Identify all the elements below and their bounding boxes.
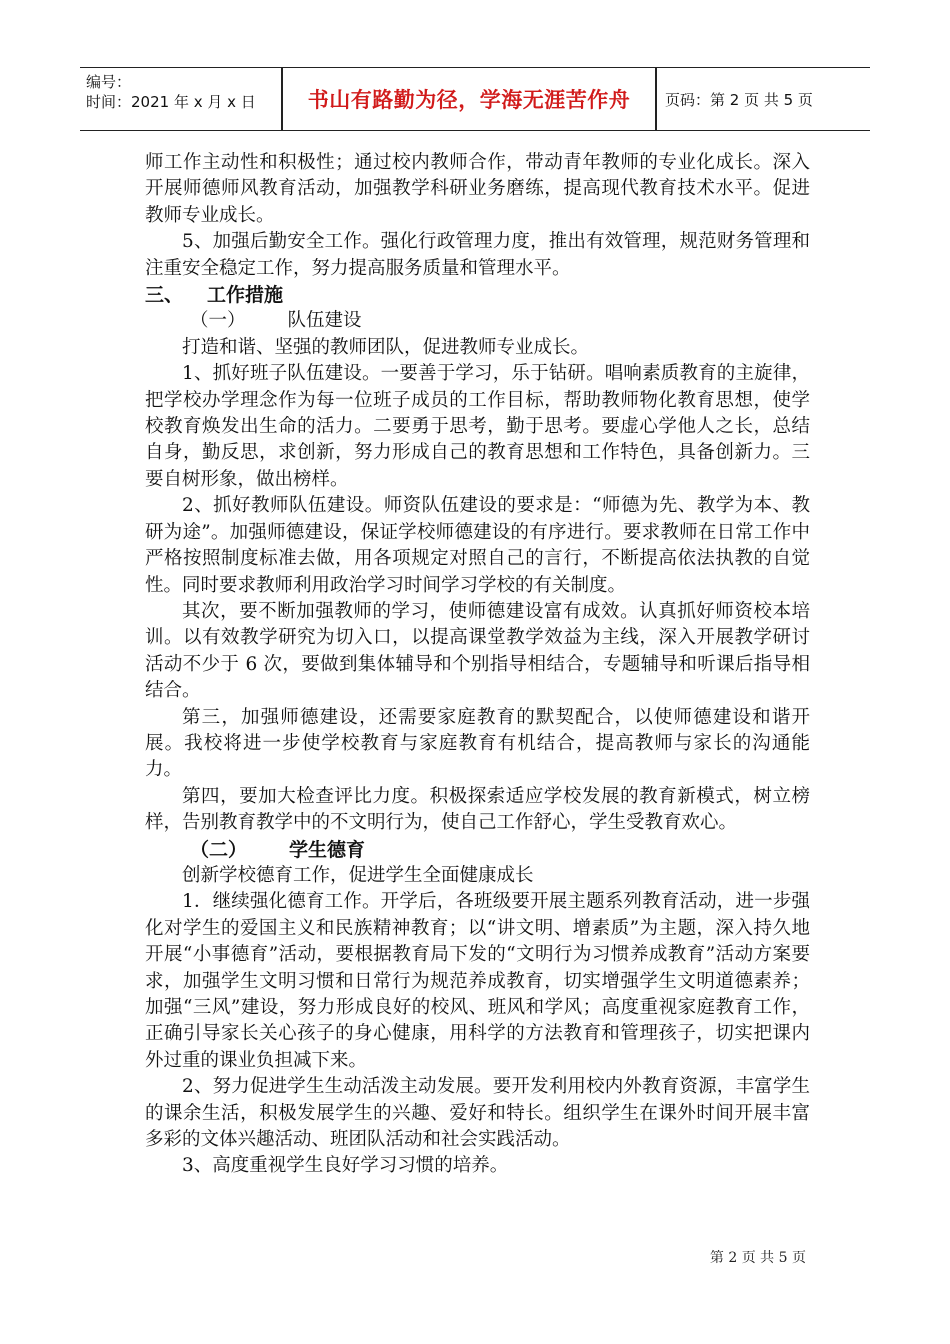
subsection-heading bbox=[145, 308, 810, 334]
paragraph: 2、抓好教师队伍建设。师资队伍建设的要求是：“师德为先、教学为本、教研为途”。加强师德建设，保证学校师德建设的有序进行。要求教师在日常工作中严格按照制度标准去做，用各项规定对照自己的言行，不断提高依法执教的自觉性。同时要求教师利用政治学习时间学习学校的有关制度。 bbox=[145, 495, 810, 596]
paragraph: 5、加强后勤安全工作。强化行政管理力度，推出有效管理，规范财务管理和注重安全稳定工作，努力提高服务质量和管理水平。 bbox=[145, 231, 810, 279]
section-title: 工作措施 bbox=[207, 284, 284, 307]
page-header-table bbox=[80, 67, 870, 131]
paragraph: 第三，加强师德建设，还需要家庭教育的默契配合，以使师德建设和谐开展。我校将进一步使学校教育与家庭教育有机结合，提高教师与家长的沟通能力。 bbox=[145, 706, 810, 781]
paragraph: 其次，要不断加强教师的学习，使师德建设富有成效。认真抓好师资校本培训。以有效教学研究为切入口，以提高课堂教学效益为主线，深入开展教学研讨活动不少于 6 次，要做到集体辅导和个别指导相结合，专题辅导和听课后指导相结合。 bbox=[145, 600, 810, 702]
paragraph: 创新学校德育工作，促进学生全面健康成长 bbox=[182, 864, 534, 886]
subsection-number: （一） bbox=[190, 310, 246, 332]
paragraph: 2、努力促进学生生动活泼主动发展。要开发利用校内外教育资源，丰富学生的课余生活，积极发展学生的兴趣、爱好和特长。组织学生在课外时间开展丰富多彩的文体兴趣活动、班团队活动和社会实践活动。 bbox=[145, 1076, 810, 1151]
subsection-heading bbox=[145, 837, 810, 863]
paragraph: 第四，要加大检查评比力度。积极探索适应学校发展的教育新模式，树立榜样，告别教育教学中的不文明行为，使自己工作舒心，学生受教育欢心。 bbox=[145, 785, 810, 834]
footer-page-number: 第 2 页 共 5 页 bbox=[709, 1250, 806, 1266]
subsection-title: 队伍建设 bbox=[287, 310, 362, 332]
header-meta bbox=[86, 72, 281, 112]
paragraph: 1、抓好班子队伍建设。一要善于学习，乐于钻研。唱响素质教育的主旋律，把学校办学理念作为每一位班子成员的工作目标，帮助教师物化教育思想，使学校教育焕发出生命的活力。二要勇于思考，勤于思考。要虚心学他人之长，总结自身，勤反思，求创新，努力形成自己的教育思想和工作特色，具备创新力。三要自树形象，做出榜样。 bbox=[145, 363, 810, 490]
subsection-title: 学生德育 bbox=[289, 838, 366, 861]
document-body bbox=[145, 150, 810, 1180]
paragraph: 1．继续强化德育工作。开学后，各班级要开展主题系列教育活动，进一步强化对学生的爱国主义和民族精神教育；以“讲文明、增素质”为主题，深入持久地开展“小事德育”活动，要根据教育局下发的“文明行为习惯养成教育”活动方案要求，加强学生文明习惯和日常行为规范养成教育，切实增强学生文明道德素养；加强“三风”建设，努力形成良好的校风、班风和学风；高度重视家庭教育工作，正确引导家长关心孩子的身心健康，用科学的方法教育和管理孩子，切实把课内外过重的课业负担减下来。 bbox=[145, 891, 810, 1071]
document-date-label: 时间：2021 年 x 月 x 日 bbox=[86, 93, 256, 111]
header-page-number: 页码：第 2 页 共 5 页 bbox=[665, 90, 813, 109]
header-motto: 书山有路勤为径，学海无涯苦作舟 bbox=[307, 88, 631, 112]
paragraph: 师工作主动性和积极性；通过校内教师合作，带动青年教师的专业化成长。深入开展师德师风教育活动，加强教学科研业务磨练，提高现代教育技术水平。促进教师专业成长。 bbox=[145, 152, 810, 226]
section-heading bbox=[145, 282, 810, 308]
paragraph: 3、高度重视学生良好学习习惯的培养。 bbox=[182, 1155, 509, 1177]
section-number: 三、 bbox=[145, 284, 184, 307]
subsection-number: （二） bbox=[190, 838, 248, 861]
paragraph: 打造和谐、坚强的教师团队，促进教师专业成长。 bbox=[182, 336, 590, 358]
document-number-label: 编号： bbox=[86, 73, 132, 91]
header-divider bbox=[655, 68, 657, 130]
